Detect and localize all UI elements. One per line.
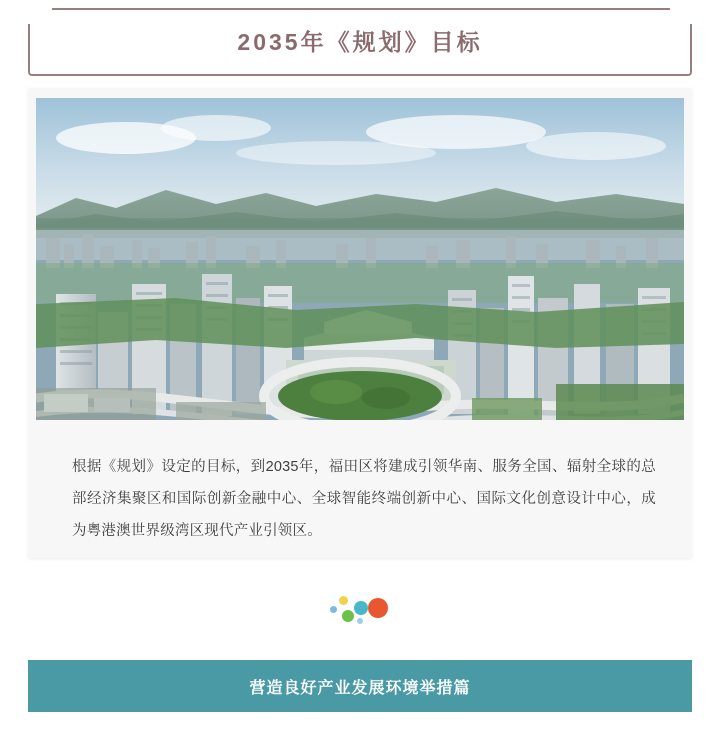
banner-notch-right (670, 8, 692, 24)
divider-dot (354, 601, 368, 615)
divider-dot (357, 618, 363, 624)
content-card (28, 88, 692, 558)
divider-dot (342, 610, 354, 622)
divider-dot (368, 598, 388, 618)
colored-dots-divider-icon (324, 592, 396, 632)
page-title: 2035年《规划》目标 (237, 28, 483, 55)
section-divider (0, 592, 720, 636)
divider-dot (330, 606, 337, 613)
divider-dot (339, 596, 348, 605)
photo-illustration (36, 98, 684, 420)
aerial-cityscape-photo (36, 98, 684, 420)
section-title-banner (28, 8, 692, 76)
body-paragraph: 根据《规划》设定的目标，到2035年，福田区将建成引领华南、服务全国、辐射全球的总部经济集聚区和国际创新金融中心、全球智能终端创新中心、国际文化创意设计中心，成为粤港澳世界级湾区现代产业引领区。 (72, 458, 656, 539)
next-section-banner (28, 660, 692, 712)
banner-notch-left (28, 8, 52, 24)
next-section-label: 营造良好产业发展环境举措篇 (249, 679, 471, 697)
